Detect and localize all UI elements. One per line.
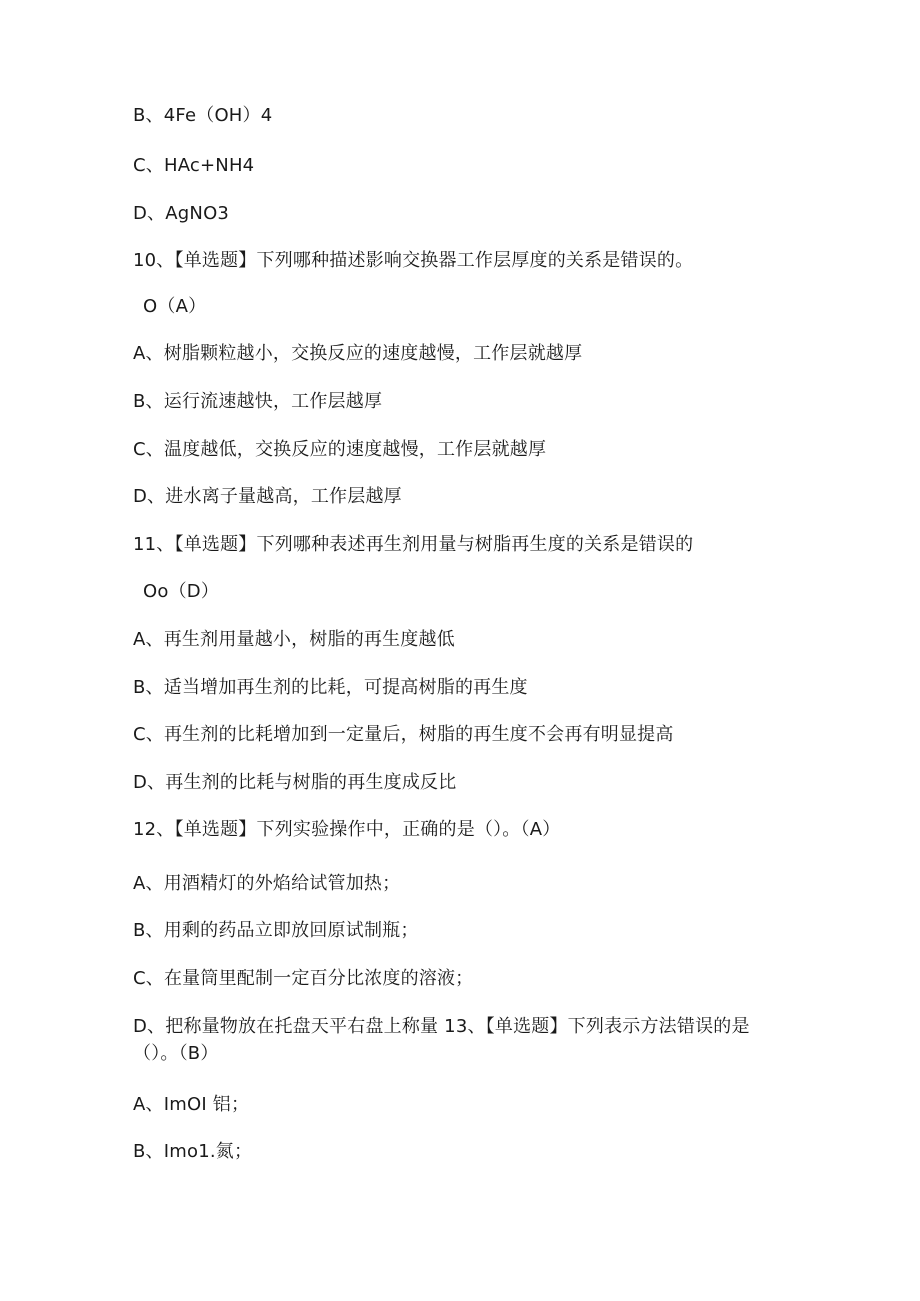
question-12: 12、【单选题】下列实验操作中，正确的是（）。（A） xyxy=(133,819,561,840)
option-d-q10: D、进水离子量越高，工作层越厚 xyxy=(133,486,402,507)
option-c-q10: C、温度越低，交换反应的速度越慢，工作层就越厚 xyxy=(133,439,547,460)
question-10: 10、【单选题】下列哪种描述影响交换器工作层厚度的关系是错误的。 xyxy=(133,250,694,271)
option-b-q10: B、运行流速越快，工作层越厚 xyxy=(133,391,383,412)
option-a-q11: A、再生剂用量越小，树脂的再生度越低 xyxy=(133,629,455,650)
option-c-q9: C、HAc+NH4 xyxy=(133,155,255,176)
option-a-q12: A、用酒精灯的外焰给试管加热； xyxy=(133,873,401,894)
option-d-q11: D、再生剂的比耗与树脂的再生度成反比 xyxy=(133,772,457,793)
option-b-q9: B、4Fe（OH）4 xyxy=(133,105,273,126)
option-b-q13: B、Imo1.氮； xyxy=(133,1141,253,1162)
option-d-q9: D、AgNO3 xyxy=(133,203,230,224)
option-b-q12: B、用剩的药品立即放回原试制瓶； xyxy=(133,920,419,941)
option-c-q12: C、在量筒里配制一定百分比浓度的溶液； xyxy=(133,968,474,989)
option-c-q11: C、再生剂的比耗增加到一定量后，树脂的再生度不会再有明显提高 xyxy=(133,724,674,745)
answer-10: O（A） xyxy=(143,296,207,317)
option-b-q11: B、适当增加再生剂的比耗，可提高树脂的再生度 xyxy=(133,677,528,698)
answer-11: Oo（D） xyxy=(143,581,220,602)
option-a-q10: A、树脂颗粒越小，交换反应的速度越慢，工作层就越厚 xyxy=(133,343,583,364)
option-a-q13: A、ImOI 铝； xyxy=(133,1094,250,1115)
question-11: 11、【单选题】下列哪种表述再生剂用量与树脂再生度的关系是错误的 xyxy=(133,534,694,555)
option-d-q12-and-question-13: D、把称量物放在托盘天平右盘上称量 13、【单选题】下列表示方法错误的是（）。（B） xyxy=(133,1016,750,1064)
